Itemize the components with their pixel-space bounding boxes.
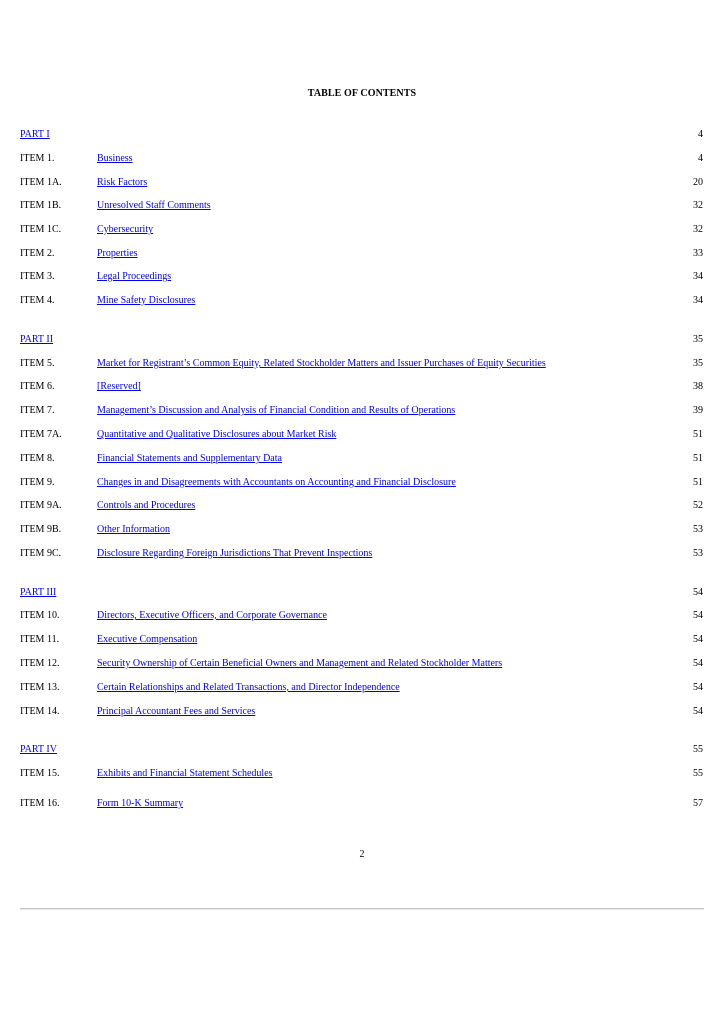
toc-part-row <box>0 586 724 600</box>
item-link[interactable]: Market for Registrant’s Common Equity, Related Stockholder Matters and Issuer Purchases of Equity Securities <box>97 358 546 369</box>
item-number: ITEM 9A. <box>20 500 62 511</box>
page-number: 34 <box>693 271 703 282</box>
item-number: ITEM 16. <box>20 798 60 809</box>
item-link[interactable]: Properties <box>97 248 138 259</box>
page-number: 54 <box>693 706 703 717</box>
page-number: 55 <box>693 768 703 779</box>
toc-item-row <box>0 199 724 213</box>
item-link[interactable]: Security Ownership of Certain Beneficial Owners and Management and Related Stockholder Matters <box>97 658 503 669</box>
page-number: 53 <box>693 548 703 559</box>
toc-part-row <box>0 743 724 757</box>
toc-item-row <box>0 223 724 237</box>
toc-item-row <box>0 633 724 647</box>
item-link[interactable]: Business <box>97 153 133 164</box>
page-number: 54 <box>693 587 703 598</box>
toc-item-row <box>0 609 724 623</box>
item-number: ITEM 9C. <box>20 548 62 559</box>
toc-item-row <box>0 247 724 261</box>
toc-item-row <box>0 523 724 537</box>
item-number: ITEM 6. <box>20 381 55 392</box>
page-number: 54 <box>693 658 703 669</box>
item-number: ITEM 1C. <box>20 224 62 235</box>
page-number: 32 <box>693 224 703 235</box>
item-number: ITEM 9. <box>20 477 55 488</box>
item-number: ITEM 8. <box>20 453 55 464</box>
page-number: 39 <box>693 405 703 416</box>
item-number: ITEM 15. <box>20 768 60 779</box>
item-number: ITEM 13. <box>20 682 60 693</box>
item-link[interactable]: Principal Accountant Fees and Services <box>97 706 256 717</box>
page-number: 57 <box>693 798 703 809</box>
item-number: ITEM 10. <box>20 610 60 621</box>
page-number: 54 <box>693 610 703 621</box>
item-link[interactable]: Exhibits and Financial Statement Schedules <box>97 768 273 779</box>
item-link[interactable]: Risk Factors <box>97 177 148 188</box>
item-number: ITEM 4. <box>20 295 55 306</box>
toc-part-row <box>0 128 724 142</box>
item-link[interactable]: Mine Safety Disclosures <box>97 295 196 306</box>
item-link[interactable]: Certain Relationships and Related Transactions, and Director Independence <box>97 682 400 693</box>
toc-item-row <box>0 428 724 442</box>
item-link[interactable]: Quantitative and Qualitative Disclosures about Market Risk <box>97 429 337 440</box>
page-number: 35 <box>693 358 703 369</box>
toc-item-row <box>0 270 724 284</box>
page-number: 34 <box>693 295 703 306</box>
item-link[interactable]: Form 10-K Summary <box>97 798 184 809</box>
item-link[interactable]: Management’s Discussion and Analysis of Financial Condition and Results of Operations <box>97 405 456 416</box>
footer-page-number: 2 <box>359 849 365 860</box>
toc-item-row <box>0 404 724 418</box>
item-number: ITEM 12. <box>20 658 60 669</box>
page-number: 32 <box>693 200 703 211</box>
toc-item-row <box>0 767 724 781</box>
item-link[interactable]: Legal Proceedings <box>97 271 172 282</box>
toc-item-row <box>0 294 724 308</box>
part-link[interactable]: PART I <box>20 129 50 140</box>
toc-part-row <box>0 333 724 347</box>
page-number: 51 <box>693 429 703 440</box>
item-link[interactable]: Other Information <box>97 524 171 535</box>
page-number: 35 <box>693 334 703 345</box>
toc-item-row <box>0 681 724 695</box>
part-link[interactable]: PART II <box>20 334 54 345</box>
item-number: ITEM 1. <box>20 153 55 164</box>
item-link[interactable]: Financial Statements and Supplementary Data <box>97 453 282 464</box>
item-number: ITEM 2. <box>20 248 55 259</box>
item-link[interactable]: [Reserved] <box>97 381 141 392</box>
page-number: 20 <box>693 177 703 188</box>
item-link[interactable]: Disclosure Regarding Foreign Jurisdictions That Prevent Inspections <box>97 548 373 559</box>
toc-item-row <box>0 176 724 190</box>
toc-item-row <box>0 476 724 490</box>
page-title: TABLE OF CONTENTS <box>307 88 417 99</box>
toc-item-row <box>0 797 724 811</box>
item-link[interactable]: Unresolved Staff Comments <box>97 200 211 211</box>
page-number: 4 <box>698 153 703 164</box>
item-link[interactable]: Changes in and Disagreements with Accountants on Accounting and Financial Disclosure <box>97 477 456 488</box>
toc-item-row <box>0 152 724 166</box>
toc-item-row <box>0 357 724 371</box>
page-number: 55 <box>693 744 703 755</box>
item-number: ITEM 5. <box>20 358 55 369</box>
page-number: 53 <box>693 524 703 535</box>
toc-item-row <box>0 499 724 513</box>
part-link[interactable]: PART IV <box>20 744 57 755</box>
page-divider <box>20 908 704 909</box>
item-number: ITEM 1A. <box>20 177 62 188</box>
item-number: ITEM 1B. <box>20 200 62 211</box>
page-number: 54 <box>693 682 703 693</box>
toc-item-row <box>0 380 724 394</box>
page-number: 52 <box>693 500 703 511</box>
item-number: ITEM 7A. <box>20 429 62 440</box>
toc-item-row <box>0 705 724 719</box>
item-number: ITEM 14. <box>20 706 60 717</box>
toc-item-row <box>0 657 724 671</box>
page-number: 33 <box>693 248 703 259</box>
part-link[interactable]: PART III <box>20 587 57 598</box>
item-link[interactable]: Executive Compensation <box>97 634 198 645</box>
item-number: ITEM 3. <box>20 271 55 282</box>
toc-item-row <box>0 452 724 466</box>
item-number: ITEM 9B. <box>20 524 62 535</box>
page-number: 54 <box>693 634 703 645</box>
item-number: ITEM 11. <box>20 634 60 645</box>
item-link[interactable]: Controls and Procedures <box>97 500 196 511</box>
page-number: 51 <box>693 453 703 464</box>
page-number: 38 <box>693 381 703 392</box>
item-link[interactable]: Cybersecurity <box>97 224 154 235</box>
toc-item-row <box>0 547 724 561</box>
item-link[interactable]: Directors, Executive Officers, and Corporate Governance <box>97 610 327 621</box>
item-number: ITEM 7. <box>20 405 55 416</box>
page-number: 4 <box>698 129 703 140</box>
page-number: 51 <box>693 477 703 488</box>
